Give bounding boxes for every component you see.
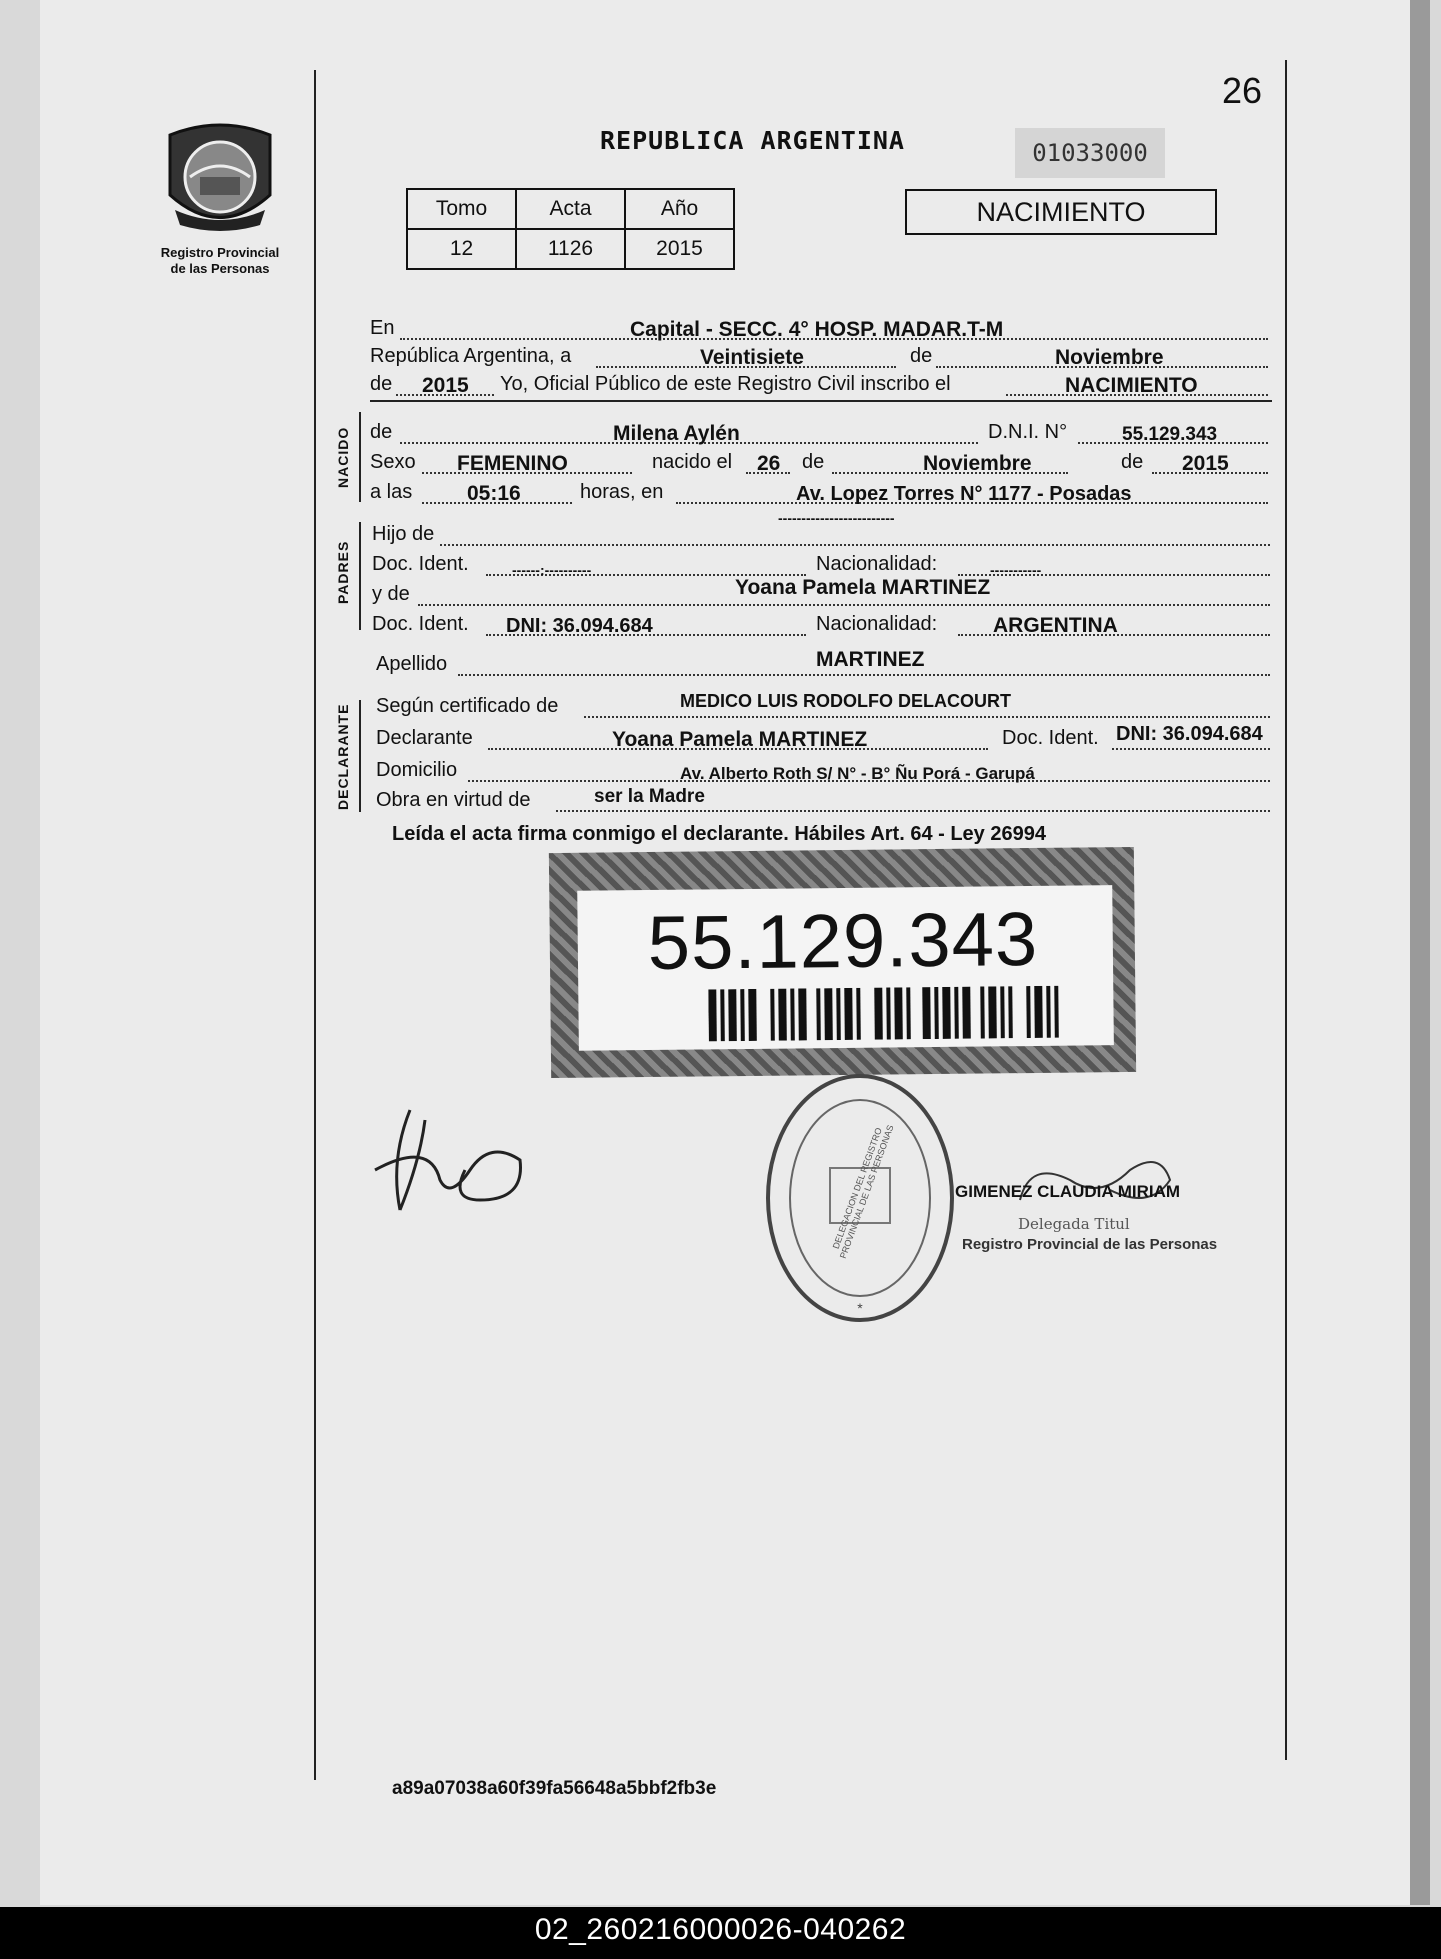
anio-header: Año: [625, 189, 734, 229]
document-hash: a89a07038a60f39fa56648a5bbf2fb3e: [392, 1778, 717, 1799]
row-hora: [370, 476, 1272, 508]
row-declarante: [370, 722, 1272, 754]
dni-value: 55.129.343: [1122, 424, 1218, 445]
a-las-label: a las: [370, 481, 413, 503]
official-name: GIMENEZ CLAUDIA MIRIAM: [955, 1182, 1181, 1201]
serial-number: 01033000: [1015, 128, 1165, 178]
certificado-value: MEDICO LUIS RODOLFO DELACOURT: [680, 691, 1011, 711]
record-type-box: NACIMIENTO: [905, 189, 1217, 235]
birth-de-year-label: de: [1121, 451, 1144, 473]
certificado-label: Según certificado de: [376, 695, 559, 717]
mother-name-value: Yoana Pamela MARTINEZ: [735, 576, 991, 599]
inscribo-value: NACIMIENTO: [1065, 374, 1198, 397]
birth-de-label: de: [802, 451, 825, 473]
dni-label: D.N.I. N°: [988, 421, 1068, 443]
father-nacionalidad-label: Nacionalidad:: [816, 553, 938, 575]
tomo-acta-anio-table: [406, 188, 735, 270]
row-sexo: [370, 446, 1272, 478]
row-certificado: [370, 690, 1272, 722]
row-nacido-name: [370, 416, 1272, 448]
tomo-value: 12: [407, 229, 516, 269]
y-de-label: y de: [372, 583, 410, 605]
apellido-label: Apellido: [376, 653, 448, 675]
domicilio-label: Domicilio: [376, 759, 458, 781]
barcode-icon: [708, 986, 1069, 1042]
nacido-name-value: Milena Aylén: [613, 422, 740, 445]
declarante-doc-value: DNI: 36.094.684: [1116, 723, 1263, 745]
nacido-bracket: [359, 412, 361, 502]
en-label: En: [370, 317, 395, 339]
mother-nationality-value: ARGENTINA: [993, 614, 1118, 637]
declarante-value: Yoana Pamela MARTINEZ: [612, 728, 868, 751]
leida-statement: Leída el acta firma conmigo el declarante. Hábiles Art. 64 - Ley 26994: [392, 823, 1046, 845]
inscribo-underline: [370, 400, 1272, 402]
page-edge-shadow: [1410, 0, 1430, 1905]
time-value: 05:16: [467, 482, 521, 505]
father-nationality-value: -----------: [990, 562, 1042, 578]
padres-section-label: PADRES: [335, 540, 351, 604]
nacido-section-label: NACIDO: [335, 426, 351, 488]
padres-bracket: [359, 522, 361, 630]
place-value: Capital - SECC. 4° HOSP. MADAR.T-M: [630, 318, 1004, 341]
father-doc-label: Doc. Ident.: [372, 553, 469, 575]
footer-id: 02_260216000026-040262: [534, 1913, 907, 1946]
mother-doc-label: Doc. Ident.: [372, 613, 469, 635]
sexo-label: Sexo: [370, 451, 416, 473]
declarante-doc-label: Doc. Ident.: [1002, 727, 1099, 749]
acta-value: 1126: [516, 229, 625, 269]
declarante-signature: [370, 1100, 530, 1220]
right-margin-line: [1285, 60, 1287, 1760]
row-y-de: [370, 578, 1272, 610]
anio-value: 2015: [625, 229, 734, 269]
inscribo-text: Yo, Oficial Público de este Registro Civil inscribo el: [500, 373, 951, 395]
row-apellido: [370, 648, 1272, 680]
republica-label: República Argentina, a: [370, 345, 572, 367]
dni-sticker-label: [577, 885, 1114, 1051]
horas-en-label: horas, en: [580, 481, 664, 503]
country-title: REPUBLICA ARGENTINA: [600, 126, 905, 155]
row-hijo-de: [370, 510, 1272, 550]
misiones-logo: [160, 115, 280, 245]
obra-label: Obra en virtud de: [376, 789, 531, 811]
logo-caption: [145, 245, 295, 277]
row-inscribo: [370, 368, 1272, 400]
domicilio-value: Av. Alberto Roth S/ N° - B° Ñu Porá - Garupá: [680, 764, 1035, 783]
birth-year-value: 2015: [1182, 452, 1229, 475]
declarante-bracket: [359, 700, 361, 812]
apellido-value: MARTINEZ: [816, 648, 925, 671]
left-margin-line: [314, 70, 316, 1780]
hijo-de-label: Hijo de: [372, 523, 435, 545]
year-value: 2015: [422, 374, 469, 397]
sticker-number: 55.129.343: [647, 896, 1039, 987]
row-domicilio: [370, 754, 1272, 786]
nacido-de-label: de: [370, 421, 393, 443]
month-value: Noviembre: [1055, 346, 1164, 369]
de-label: de: [910, 345, 933, 367]
acta-header: Acta: [516, 189, 625, 229]
mother-doc-value: DNI: 36.094.684: [506, 615, 653, 637]
birth-month-value: Noviembre: [923, 452, 1032, 475]
row-obra: [370, 784, 1272, 816]
dni-sticker: [549, 847, 1136, 1078]
day-words-value: Veintisiete: [700, 346, 804, 369]
father-name-value: -------------------------: [778, 510, 895, 526]
tomo-header: Tomo: [407, 189, 516, 229]
nacido-el-label: nacido el: [652, 451, 733, 473]
official-org: Registro Provincial de las Personas: [962, 1236, 1218, 1253]
page-number: 26: [1222, 70, 1263, 111]
official-role: Delegada Titul: [1018, 1215, 1130, 1233]
sexo-value: FEMENINO: [457, 452, 568, 475]
logo-caption-line2: de las Personas: [170, 261, 270, 276]
birth-day-value: 26: [757, 452, 781, 475]
stamp-ring-text: DELEGACION DEL REGISTRO PROVINCIAL DE LAS PERSONAS: [830, 1123, 896, 1260]
birth-place-value: Av. Lopez Torres N° 1177 - Posadas: [796, 483, 1132, 505]
declarante-section-label: DECLARANTE: [335, 703, 351, 810]
mother-nacionalidad-label: Nacionalidad:: [816, 613, 938, 635]
father-doc-value: ------:----------: [512, 562, 592, 578]
logo-caption-line1: Registro Provincial: [160, 245, 280, 260]
row-mother-doc: [370, 608, 1272, 640]
declarante-label: Declarante: [376, 727, 473, 749]
svg-text:*: *: [857, 1300, 863, 1316]
de-year-label: de: [370, 373, 393, 395]
obra-value: ser la Madre: [594, 786, 705, 807]
